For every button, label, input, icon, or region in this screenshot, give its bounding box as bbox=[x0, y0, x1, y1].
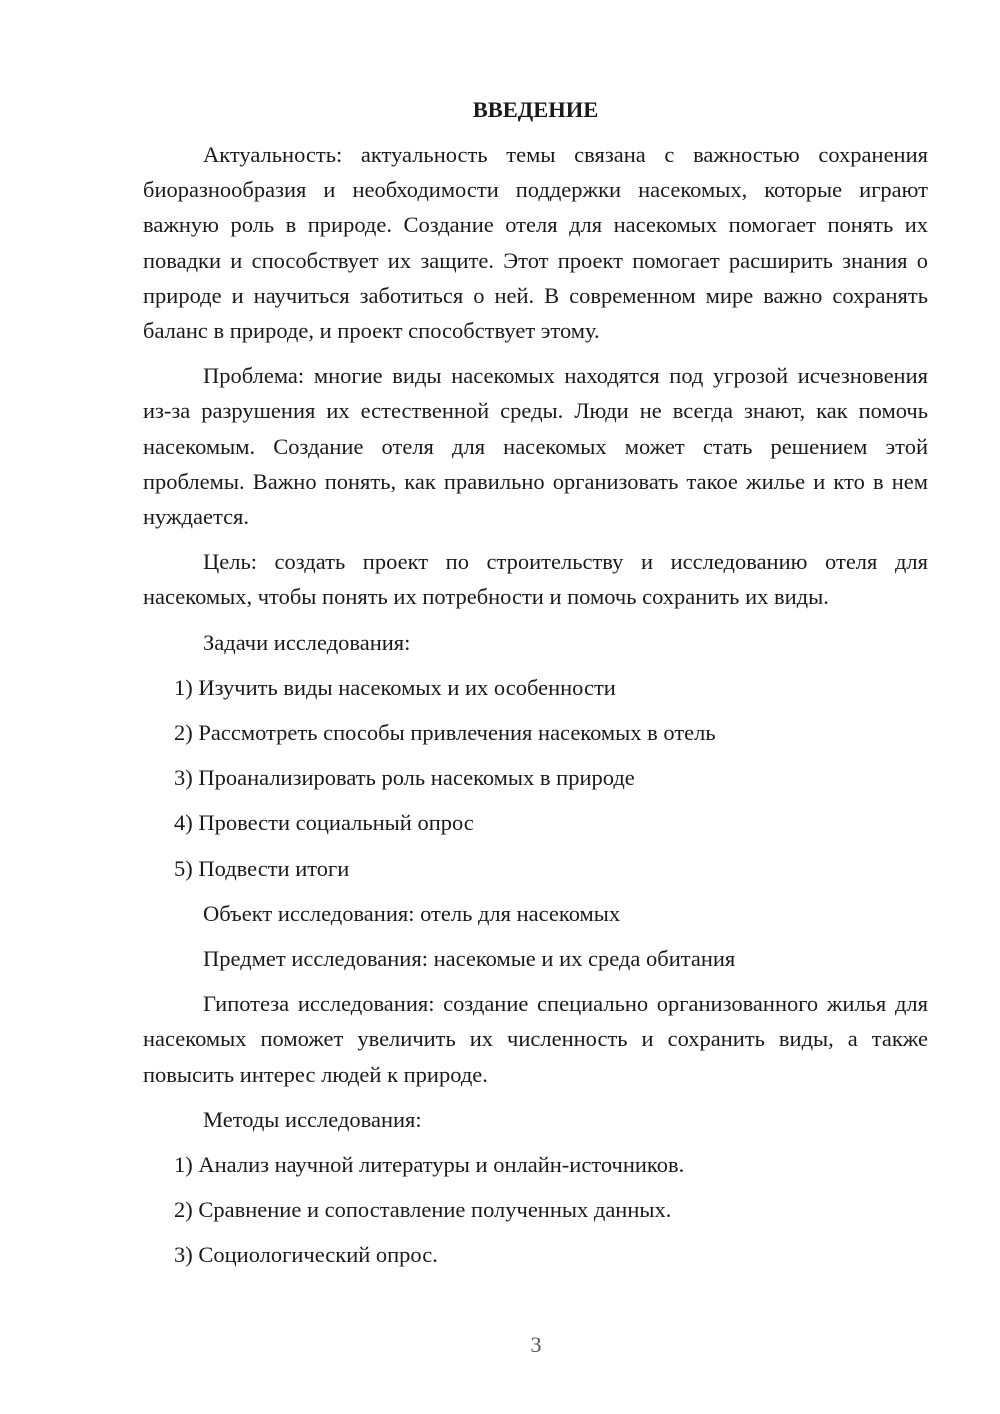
methods-title: Методы исследования: bbox=[203, 1106, 422, 1132]
page-content bbox=[143, 92, 928, 1283]
task-item: 4) Провести социальный опрос bbox=[174, 810, 474, 836]
hypothesis-paragraph: Гипотеза исследования: создание специально организованного жилья для насекомых поможет увеличить их численность и сохранить виды, а также повысить интерес людей к природе. bbox=[143, 991, 928, 1087]
research-object: Объект исследования: отель для насекомых bbox=[203, 900, 621, 926]
task-item: 1) Изучить виды насекомых и их особенности bbox=[174, 674, 616, 700]
research-subject: Предмет исследования: насекомые и их среда обитания bbox=[203, 946, 736, 972]
method-item: 3) Социологический опрос. bbox=[174, 1242, 438, 1268]
section-heading: ВВЕДЕНИЕ bbox=[472, 97, 599, 122]
goal-paragraph: Цель: создать проект по строительству и исследованию отеля для насекомых, чтобы понять их потребности и помочь сохранить их виды. bbox=[143, 549, 928, 610]
method-item: 1) Анализ научной литературы и онлайн-источников. bbox=[174, 1152, 685, 1178]
method-item: 2) Сравнение и сопоставление полученных данных. bbox=[174, 1197, 672, 1223]
page-number: 3 bbox=[530, 1332, 542, 1357]
task-item: 5) Подвести итоги bbox=[174, 855, 350, 881]
task-item: 3) Проанализировать роль насекомых в природе bbox=[174, 765, 635, 791]
problem-paragraph: Проблема: многие виды насекомых находятся под угрозой исчезновения из-за разрушения их естественной среды. Люди не всегда знают, как помочь насекомым. Создание отеля для насекомых может стать решением этой проблемы. Важно понять, как правильно организовать такое жилье и кто в нем нуждается. bbox=[143, 363, 928, 530]
tasks-title: Задачи исследования: bbox=[203, 629, 411, 655]
actuality-paragraph: Актуальность: актуальность темы связана с важностью сохранения биоразнообразия и необходимости поддержки насекомых, которые играют важную роль в природе. Создание отеля для насекомых помогает понять их повадки и способствует их защите. Этот проект помогает расширить знания о природе и научиться заботиться о ней. В современном мире важно сохранять баланс в природе, и проект способствует этому. bbox=[143, 142, 928, 344]
task-item: 2) Рассмотреть способы привлечения насекомых в отель bbox=[174, 720, 716, 746]
